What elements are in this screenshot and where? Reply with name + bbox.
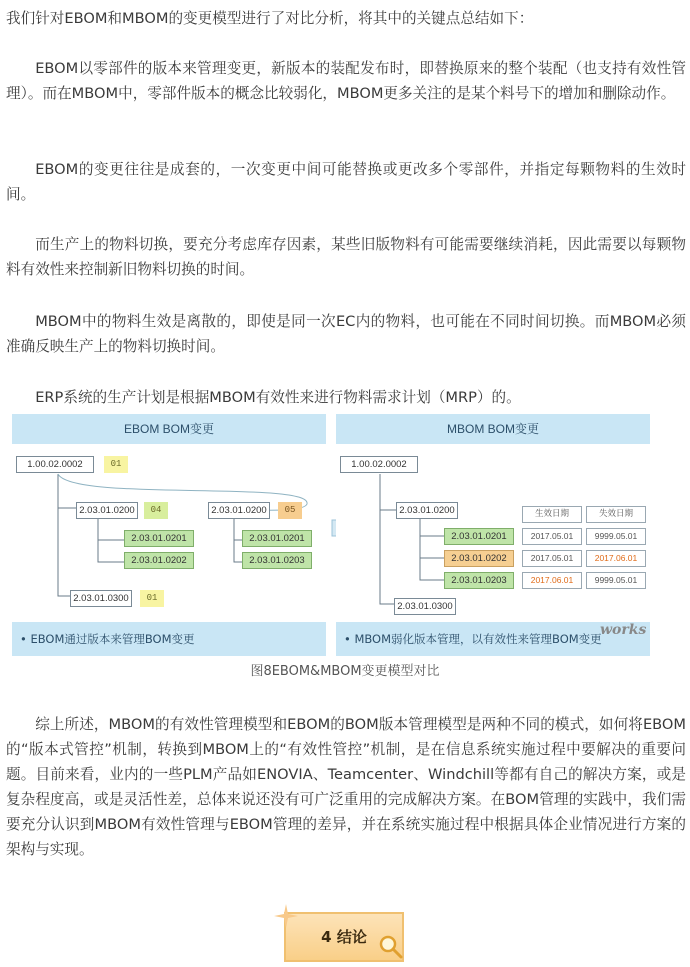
ebom-part-a-version: 04: [144, 502, 168, 519]
figure-ebom-mbom-compare: [12, 410, 678, 656]
row3-expiry-date: 9999.05.01: [586, 572, 646, 589]
figure-caption: 图8EBOM&MBOM变更模型对比: [250, 664, 440, 679]
ebom-panel: [12, 410, 326, 656]
ebom-panel-title: EBOM BOM变更: [12, 414, 326, 444]
paragraph-ebom-version: EBOM以零部件的版本来管理变更，新版本的装配发布时，即替换原来的整个装配（也支持有效性管理）。而在MBOM中，零部件版本的概念比较弱化，MBOM更多关注的是某个料号下的增加和删除动作。: [6, 60, 686, 102]
ebom-part-b2: 2.03.01.0203: [242, 552, 312, 569]
row2-expiry-date: 2017.06.01: [586, 550, 646, 567]
ebom-part-a1: 2.03.01.0201: [124, 530, 194, 547]
paragraph-production-switch: 而生产上的物料切换，要充分考虑库存因素，某些旧版物料有可能需要继续消耗，因此需要以每颗物料有效性来控制新旧物料切换的时间。: [6, 236, 686, 278]
ebom-part-c-version: 01: [140, 590, 164, 607]
mbom-part-a: 2.03.01.0200: [396, 502, 458, 519]
expiry-date-header: 失效日期: [586, 506, 646, 523]
ebom-part-a2: 2.03.01.0202: [124, 552, 194, 569]
paragraph-intro: 我们针对EBOM和MBOM的变更模型进行了对比分析，将其中的关键点总结如下：: [6, 10, 534, 27]
row2-effective-date: 2017.05.01: [522, 550, 582, 567]
paragraph-summary: 综上所述，MBOM的有效性管理模型和EBOM的BOM版本管理模型是两种不同的模式，如何将EBOM的“版本式管控”机制，转换到MBOM上的“有效性管控”机制，是在信息系统实施过程中要解决的重要问题。目前来看，业内的一些PLM产品如ENOVIA、Teamcenter、Windchill等都有自己的解决方案，或是复杂程度高，或是灵活性差，总体来说还没有可广泛重用的完成解决方案。在BOM管理的实践中，我们需要充分认识到MBOM有效性管理与EBOM管理的差异，并在系统实施过程中根据具体企业情况进行方案的架构与实现。: [6, 716, 686, 858]
mbom-part-a1: 2.03.01.0201: [444, 528, 514, 545]
paragraph-ebom-change: EBOM的变更往往是成套的，一次变更中间可能替换或更改多个零部件，并指定每颗物料的生效时间。: [6, 161, 686, 203]
magnifier-icon: [378, 934, 404, 960]
ebom-part-c: 2.03.01.0300: [70, 590, 132, 607]
paragraph-mbom-discrete: MBOM中的物料生效是离散的，即使是同一次EC内的物料，也可能在不同时间切换。而MBOM必须准确反映生产上的物料切换时间。: [6, 313, 686, 355]
mbom-part-a3: 2.03.01.0203: [444, 572, 514, 589]
section-heading-badge: [284, 912, 404, 962]
row3-effective-date: 2017.06.01: [522, 572, 582, 589]
mbom-root-part: 1.00.02.0002: [340, 456, 418, 473]
ebom-part-b-version: 05: [278, 502, 302, 519]
mbom-panel: [336, 410, 650, 656]
ebom-panel-footer: • EBOM通过版本来管理BOM变更: [12, 622, 326, 656]
ebom-root-part: 1.00.02.0002: [16, 456, 94, 473]
section-heading-text: 4 结论: [321, 928, 367, 946]
paragraph-erp-mrp: ERP系统的生产计划是根据MBOM有效性来进行物料需求计划（MRP）的。: [35, 389, 521, 406]
ebom-part-b: 2.03.01.0200: [208, 502, 270, 519]
ebom-root-version: 01: [104, 456, 128, 473]
works-watermark-logo: works: [600, 622, 647, 638]
row1-effective-date: 2017.05.01: [522, 528, 582, 545]
ebom-part-b1: 2.03.01.0201: [242, 530, 312, 547]
sparkle-icon: [274, 904, 298, 928]
ebom-part-a: 2.03.01.0200: [76, 502, 138, 519]
row1-expiry-date: 9999.05.01: [586, 528, 646, 545]
mbom-part-c: 2.03.01.0300: [394, 598, 456, 615]
mbom-part-a2: 2.03.01.0202: [444, 550, 514, 567]
mbom-panel-footer: • MBOM弱化版本管理，以有效性来管理BOM变更: [336, 622, 650, 656]
effective-date-header: 生效日期: [522, 506, 582, 523]
mbom-panel-title: MBOM BOM变更: [336, 414, 650, 444]
